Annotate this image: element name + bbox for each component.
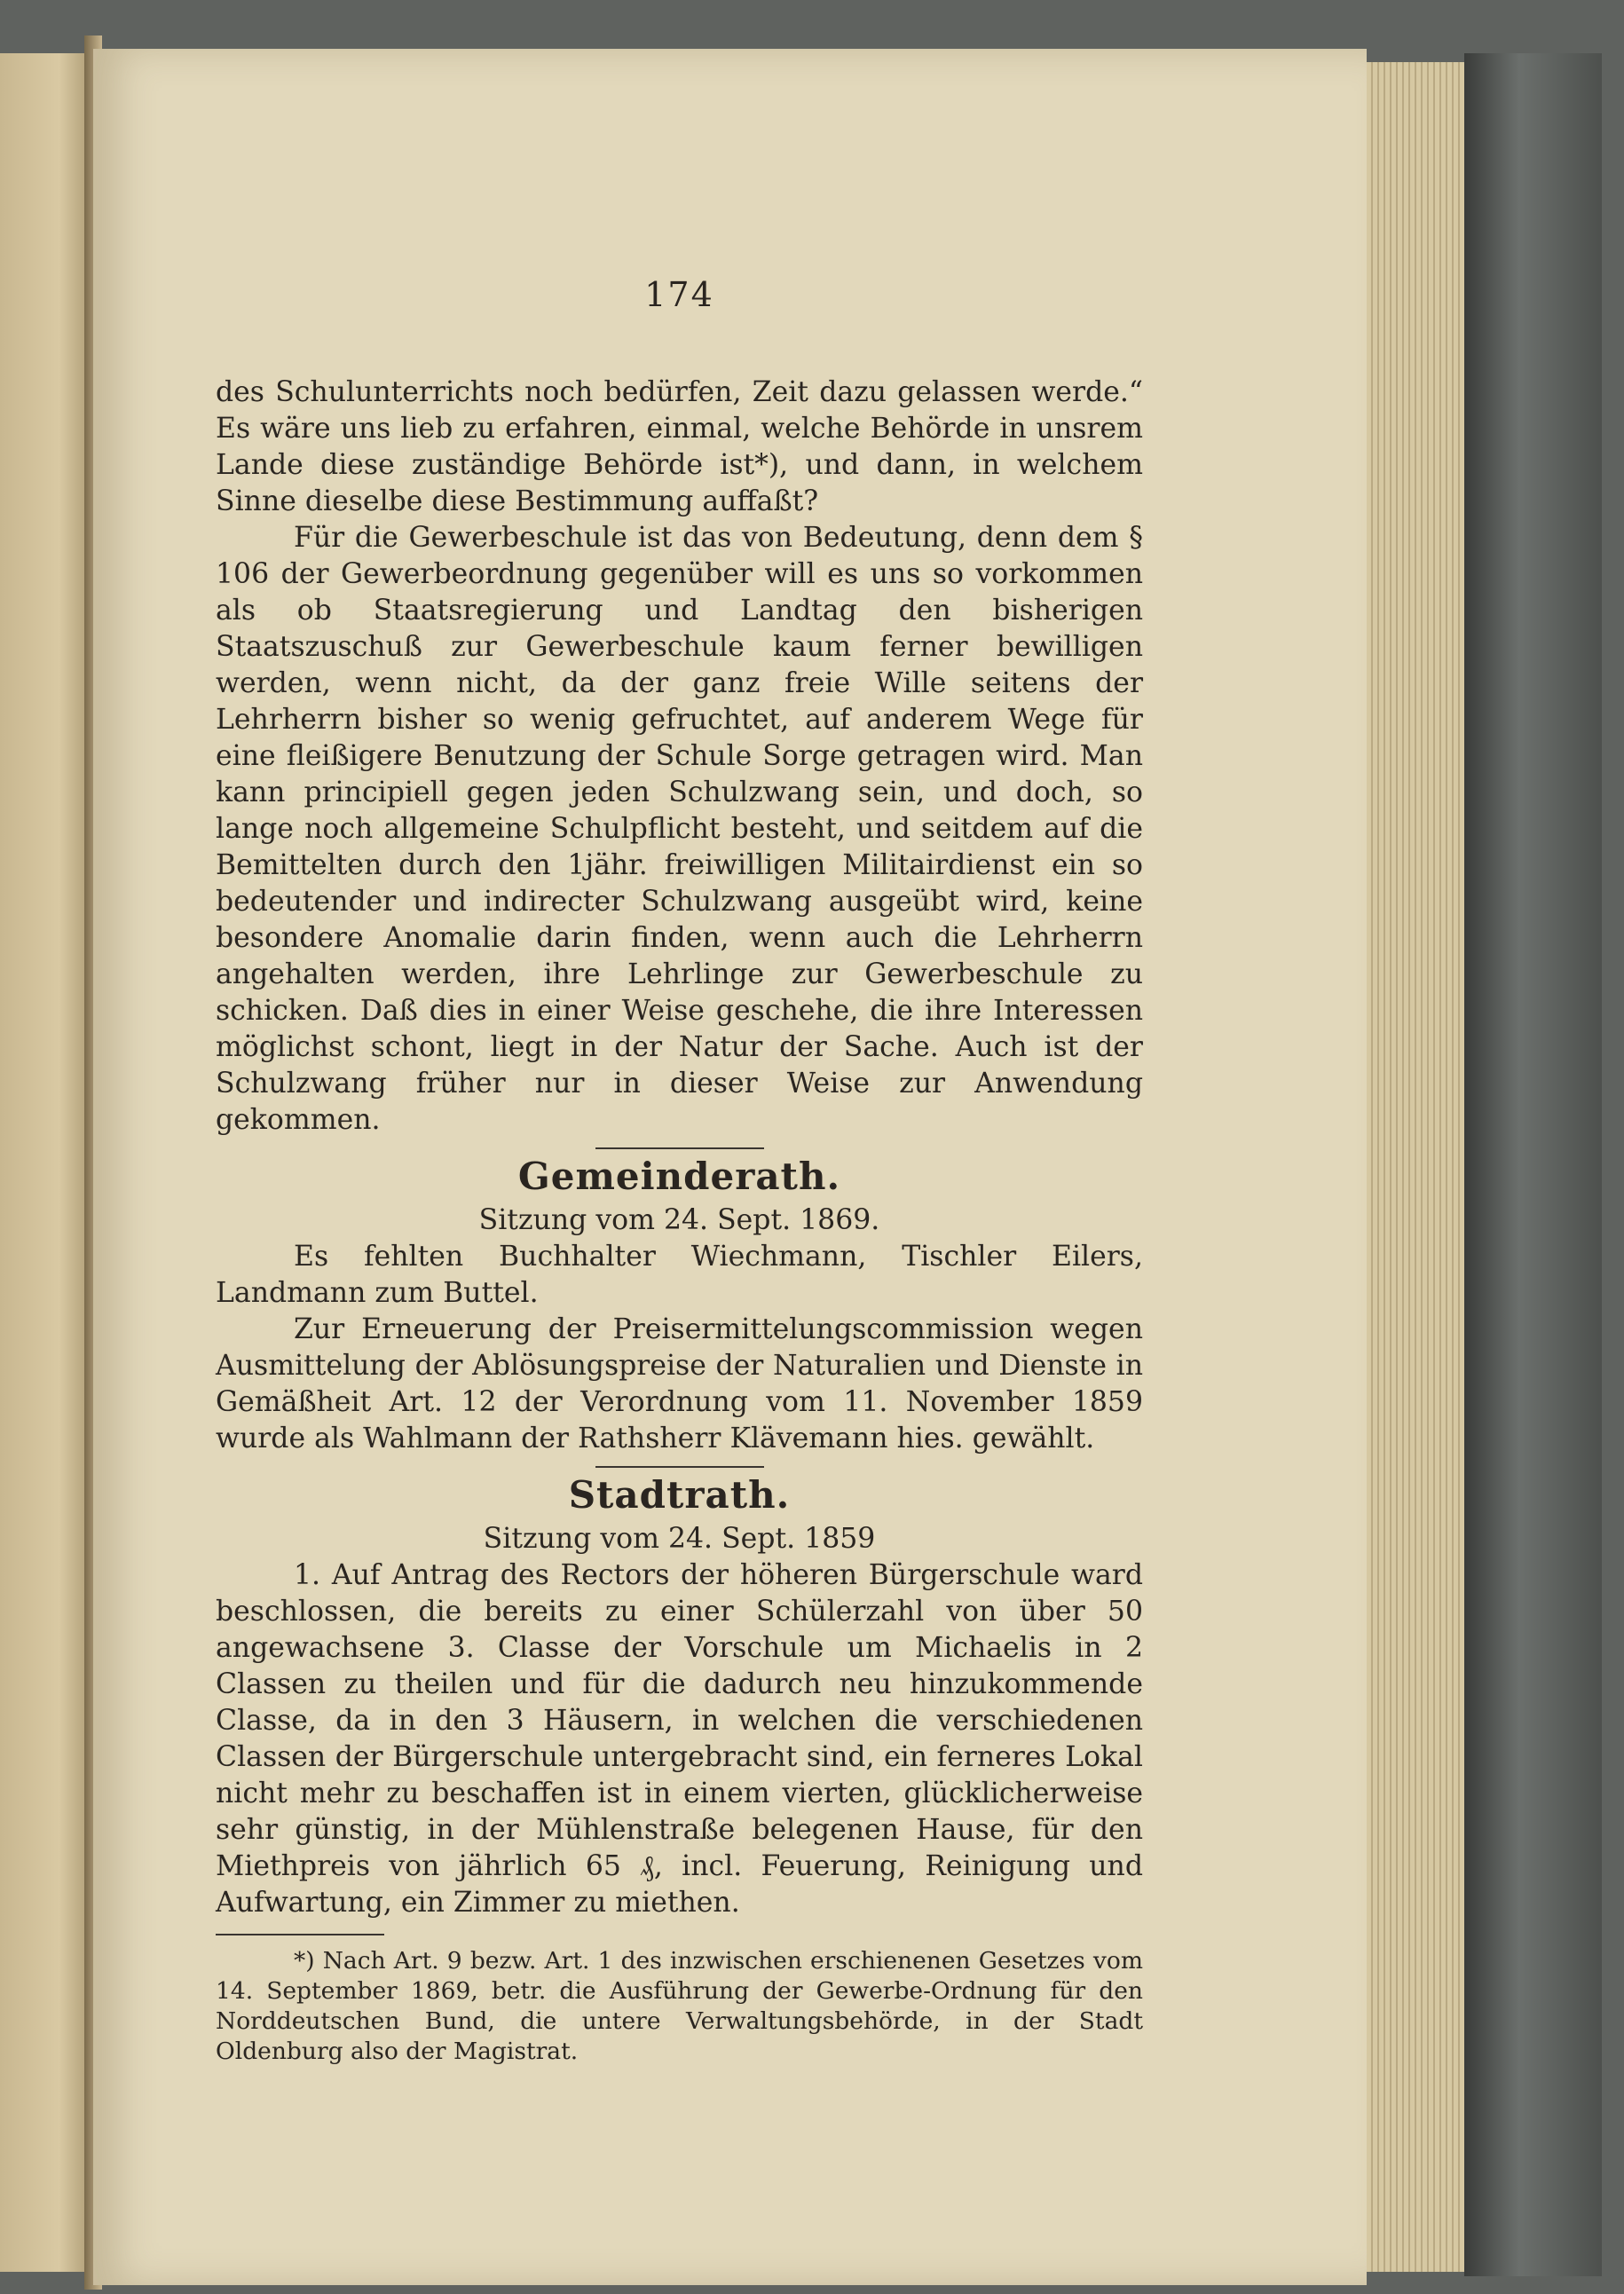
facing-page-edge [0,53,84,2272]
page-number: 174 [644,275,714,314]
page-content [216,275,1143,2067]
paragraph-commission: Zur Erneuerung der Preisermittelungscommission wegen Ausmittelung der Ablösungspreise der Naturalien und Dienste in Gemäßheit Art. 12 der Verordnung vom 11. November 1859 wurde als Wahlmann der Rathsherr Klävemann hies. gewählt. [216,1313,1143,1454]
paragraph-gewerbeschule: Für die Gewerbeschule ist das von Bedeutung, denn dem § 106 der Gewerbeordnung gegenüber will es uns so vorkommen als ob Staatsregierung und Landtag den bisherigen Staatszuschuß zur Gewerbeschule kaum ferner bewilligen werden, wenn nicht, da der ganz freie Wille seitens der Lehrherrn bisher so wenig gefruchtet, auf anderem Wege für eine fleißigere Benutzung der Schule Sorge getragen wird. Man kann principiell gegen jeden Schulzwang sein, und doch, so lange noch allgemeine Schulpflicht besteht, und seitdem auf die Bemittelten durch den 1jähr. freiwilligen Militairdienst ein so bedeutender und indirecter Schulzwang ausgeübt wird, keine besondere Anomalie darin finden, wenn auch die Lehrherrn angehalten werden, ihre Lehrlinge zur Gewerbeschule zu schicken. Daß dies in einer Weise geschehe, die ihre Interessen möglichst schont, liegt in der Natur der Sache. Auch ist der Schulzwang früher nur in dieser Weise zur Anwendung gekommen. [216,522,1143,1136]
paragraph-buergerschule: 1. Auf Antrag des Rectors der höheren Bürgerschule ward beschlossen, die bereits zu einer Schülerzahl von über 50 angewachsene 3. Classe der Vorschule um Michaelis in 2 Classen zu theilen und für die dadurch neu hinzukommende Classe, da in den 3 Häusern, in welchen die verschiedenen Classen der Bürgerschule untergebracht sind, ein ferneres Lokal nicht mehr zu beschaffen ist in einem vierten, glücklicherweise sehr günstig, in der Mühlenstraße belegenen Hause, für den Miethpreis von jährlich 65 ₰, incl. Feuerung, Reinigung und Aufwartung, ein Zimmer zu miethen. [216,1559,1143,1919]
session-date: Sitzung vom 24. Sept. 1859 [483,1523,876,1555]
footnote-text: *) Nach Art. 9 bezw. Art. 1 des inzwischen erschienenen Gesetzes vom 14. September 1869, betr. die Ausführung der Gewerbe-Ordnung für den Norddeutschen Bund, die untere Verwaltungsbehörde, in der Stadt Oldenburg also der Magistrat. [216,1947,1143,2065]
section-divider [595,1147,764,1149]
page-stack-edges [1367,62,1464,2272]
paragraph-absent: Es fehlten Buchhalter Wiechmann, Tischler Eilers, Landmann zum Buttel. [216,1241,1143,1309]
footnote-divider [216,1934,384,1935]
book-cover [1464,53,1602,2276]
footnote [216,1946,1143,2067]
section-heading-gemeinderath: Gemeinderath. [517,1155,841,1198]
session-date: Sitzung vom 24. Sept. 1869. [478,1204,880,1236]
paragraph-continuation: des Schulunterrichts noch bedürfen, Zeit dazu gelassen werde.“ Es wäre uns lieb zu erfahren, einmal, welche Behörde in unsrem Lande diese zuständige Behörde ist*), und dann, in welchem Sinne dieselbe diese Bestimmung auffaßt? [216,376,1143,517]
section-divider [595,1466,764,1468]
section-heading-stadtrath: Stadtrath. [568,1473,791,1517]
